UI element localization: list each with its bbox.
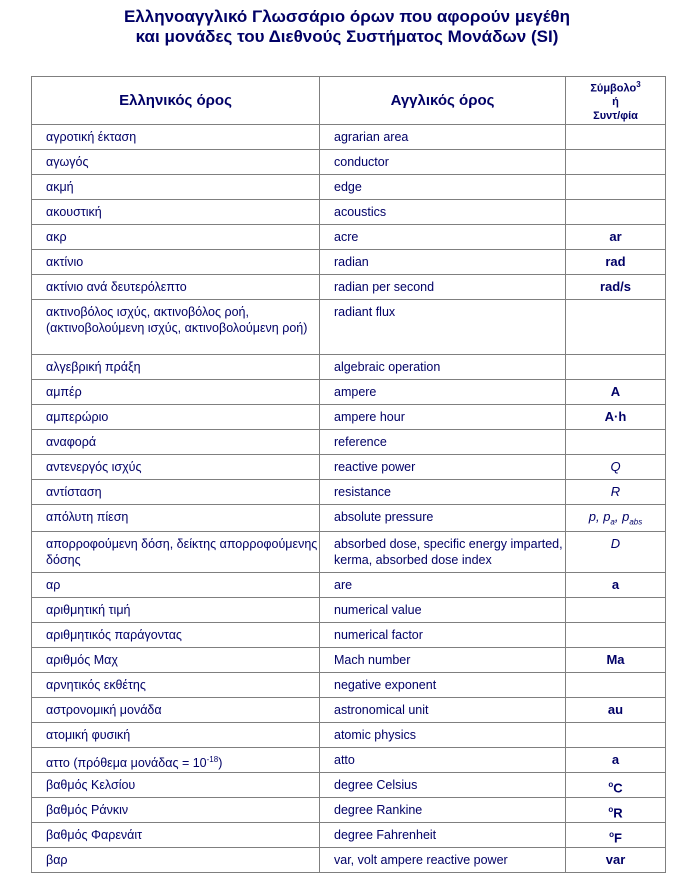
greek-term: βαθμός Ράνκιν bbox=[32, 797, 320, 822]
english-term: ampere bbox=[320, 380, 566, 405]
greek-term: ακτίνιο bbox=[32, 250, 320, 275]
symbol bbox=[566, 200, 666, 225]
symbol-header bbox=[566, 77, 666, 125]
symbol: Q bbox=[566, 455, 666, 480]
table-row bbox=[32, 672, 666, 697]
english-term: radiant flux bbox=[320, 300, 566, 355]
english-term-header: Αγγλικός όρος bbox=[320, 77, 566, 125]
table-row bbox=[32, 505, 666, 532]
english-term: degree Celsius bbox=[320, 772, 566, 797]
table-row bbox=[32, 647, 666, 672]
table-row bbox=[32, 405, 666, 430]
symbol bbox=[566, 672, 666, 697]
english-term: numerical factor bbox=[320, 622, 566, 647]
greek-term: αγροτική έκταση bbox=[32, 125, 320, 150]
symbol bbox=[566, 722, 666, 747]
symbol: R bbox=[566, 480, 666, 505]
table-row bbox=[32, 200, 666, 225]
table-row bbox=[32, 250, 666, 275]
english-term: degree Fahrenheit bbox=[320, 822, 566, 847]
greek-term: ακμή bbox=[32, 175, 320, 200]
symbol: A bbox=[566, 380, 666, 405]
table-row bbox=[32, 355, 666, 380]
greek-term: απορροφούμενη δόση, δείκτης απορροφούμενης δόσης bbox=[32, 531, 320, 572]
symbol: $^o$C bbox=[566, 772, 666, 797]
symbol bbox=[566, 597, 666, 622]
table-row bbox=[32, 380, 666, 405]
greek-term: βαθμός Κελσίου bbox=[32, 772, 320, 797]
table-row bbox=[32, 125, 666, 150]
greek-term: ακουστική bbox=[32, 200, 320, 225]
english-term: reactive power bbox=[320, 455, 566, 480]
symbol bbox=[566, 430, 666, 455]
table-row bbox=[32, 275, 666, 300]
symbol: Ma bbox=[566, 647, 666, 672]
table-row bbox=[32, 847, 666, 872]
english-term: astronomical unit bbox=[320, 697, 566, 722]
symbol bbox=[566, 150, 666, 175]
greek-term: απόλυτη πίεση bbox=[32, 505, 320, 532]
table-row bbox=[32, 531, 666, 572]
greek-term: αλγεβρική πράξη bbox=[32, 355, 320, 380]
greek-term: αντίσταση bbox=[32, 480, 320, 505]
english-term: are bbox=[320, 572, 566, 597]
title-line-1: Ελληνοαγγλικό Γλωσσάριο όρων που αφορούν μεγέθη bbox=[123, 7, 571, 26]
english-term: radian per second bbox=[320, 275, 566, 300]
greek-term: βαθμός Φαρενάιτ bbox=[32, 822, 320, 847]
table-row bbox=[32, 175, 666, 200]
greek-term: ακρ bbox=[32, 225, 320, 250]
symbol: p, $p_a$, $p_{abs}$ bbox=[566, 505, 666, 532]
greek-term: ακτινοβόλος ισχύς, ακτινοβόλος ροή, (ακτινοβολούμενη ισχύς, ακτινοβολούμενη ροή) bbox=[32, 300, 320, 355]
greek-term: αρνητικός εκθέτης bbox=[32, 672, 320, 697]
table-row bbox=[32, 772, 666, 797]
symbol-header-abbr: Συντ/φία bbox=[593, 110, 638, 123]
greek-term: αντενεργός ισχύς bbox=[32, 455, 320, 480]
english-term: var, volt ampere reactive power bbox=[320, 847, 566, 872]
greek-term: αμπέρ bbox=[32, 380, 320, 405]
english-term: Mach number bbox=[320, 647, 566, 672]
symbol bbox=[566, 355, 666, 380]
english-term: edge bbox=[320, 175, 566, 200]
table-row bbox=[32, 622, 666, 647]
greek-term: ατομική φυσική bbox=[32, 722, 320, 747]
symbol: ar bbox=[566, 225, 666, 250]
english-term: ampere hour bbox=[320, 405, 566, 430]
table-row bbox=[32, 722, 666, 747]
table-row bbox=[32, 697, 666, 722]
greek-term: αριθμητικός παράγοντας bbox=[32, 622, 320, 647]
table-row bbox=[32, 430, 666, 455]
symbol: D bbox=[566, 531, 666, 572]
table-row bbox=[32, 747, 666, 772]
greek-term: αρ bbox=[32, 572, 320, 597]
symbol: rad bbox=[566, 250, 666, 275]
footnote-marker: 3 bbox=[636, 79, 641, 89]
greek-term: βαρ bbox=[32, 847, 320, 872]
table-row bbox=[32, 572, 666, 597]
greek-term: αττο (πρόθεμα $\mu o\nu ά\delta\alpha\varsigma = 10^{-18}$) bbox=[32, 747, 320, 772]
symbol bbox=[566, 175, 666, 200]
symbol: $^o$R bbox=[566, 797, 666, 822]
symbol bbox=[566, 622, 666, 647]
english-term: acoustics bbox=[320, 200, 566, 225]
table-row bbox=[32, 597, 666, 622]
greek-term: αριθμός Μαχ bbox=[32, 647, 320, 672]
symbol bbox=[566, 300, 666, 355]
english-term: conductor bbox=[320, 150, 566, 175]
symbol: A·h bbox=[566, 405, 666, 430]
greek-term-header: Ελληνικός όρος bbox=[32, 77, 320, 125]
english-term: atomic physics bbox=[320, 722, 566, 747]
glossary-table bbox=[31, 76, 666, 873]
greek-term: ακτίνιο ανά δευτερόλεπτο bbox=[32, 275, 320, 300]
table-row bbox=[32, 225, 666, 250]
english-term: acre bbox=[320, 225, 566, 250]
symbol: var bbox=[566, 847, 666, 872]
english-term: degree Rankine bbox=[320, 797, 566, 822]
english-term: algebraic operation bbox=[320, 355, 566, 380]
english-term: numerical value bbox=[320, 597, 566, 622]
symbol: $^o$F bbox=[566, 822, 666, 847]
english-term: reference bbox=[320, 430, 566, 455]
greek-term: αναφορά bbox=[32, 430, 320, 455]
english-term: negative exponent bbox=[320, 672, 566, 697]
symbol: a bbox=[566, 572, 666, 597]
symbol: au bbox=[566, 697, 666, 722]
table-row bbox=[32, 822, 666, 847]
table-row bbox=[32, 797, 666, 822]
symbol: a bbox=[566, 747, 666, 772]
symbol-header-main: Σύμβολο bbox=[590, 82, 637, 95]
english-term: absolute pressure bbox=[320, 505, 566, 532]
english-term: radian bbox=[320, 250, 566, 275]
symbol: rad/s bbox=[566, 275, 666, 300]
table-row bbox=[32, 480, 666, 505]
title-line-2: και μονάδες του Διεθνούς Συστήματος Μονάδων (SI) bbox=[135, 27, 559, 46]
english-term: agrarian area bbox=[320, 125, 566, 150]
greek-term: αστρονομική μονάδα bbox=[32, 697, 320, 722]
english-term: absorbed dose, specific energy imparted, kerma, absorbed dose index bbox=[320, 531, 566, 572]
greek-term: αγωγός bbox=[32, 150, 320, 175]
table-row bbox=[32, 455, 666, 480]
symbol-header-or: ή bbox=[612, 96, 619, 109]
table-header-row bbox=[32, 77, 666, 125]
greek-term: αριθμητική τιμή bbox=[32, 597, 320, 622]
greek-term: αμπερώριο bbox=[32, 405, 320, 430]
symbol bbox=[566, 125, 666, 150]
table-row bbox=[32, 300, 666, 355]
table-row bbox=[32, 150, 666, 175]
page-title bbox=[0, 7, 694, 47]
english-term: atto bbox=[320, 747, 566, 772]
english-term: resistance bbox=[320, 480, 566, 505]
